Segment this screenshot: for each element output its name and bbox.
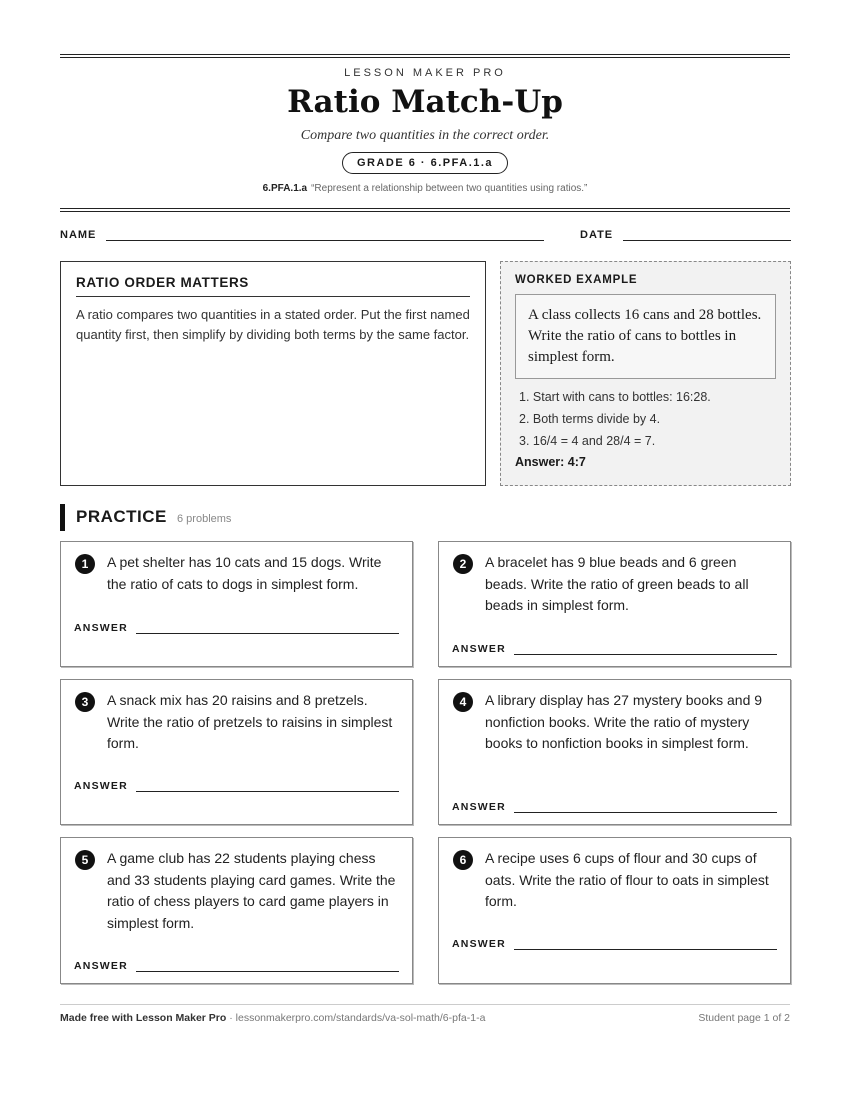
problem-text: A game club has 22 students playing chess and 33 students playing card games. Write the ratio of chess players to card game players in simplest form. <box>107 850 396 931</box>
answer-line[interactable] <box>136 962 399 972</box>
worked-example-answer: Answer: 4:7 <box>515 455 586 469</box>
problem-text: A library display has 27 mystery books and 9 nonfiction books. Write the ratio of mystery books to nonfiction books in simplest form. <box>485 692 763 751</box>
practice-title: PRACTICE <box>76 507 167 526</box>
header-bottom-rule <box>60 208 790 212</box>
name-field[interactable] <box>60 229 544 241</box>
problem-card-6 <box>438 837 791 984</box>
worked-example-box <box>500 261 791 486</box>
name-label: NAME <box>60 229 97 241</box>
footer-made-with: Made free with Lesson Maker Pro <box>60 1012 227 1024</box>
worked-example-heading: WORKED EXAMPLE <box>515 274 638 286</box>
problem-text: A pet shelter has 10 cats and 15 dogs. Write the ratio of cats to dogs in simplest form. <box>107 554 382 592</box>
worked-example-question: A class collects 16 cans and 28 bottles. Write the ratio of cans to bottles in simplest form. <box>515 294 776 379</box>
worked-example-steps <box>515 386 776 452</box>
answer-field[interactable] <box>74 622 399 634</box>
footer-credit <box>60 1012 485 1024</box>
grade-badge: GRADE 6 · 6.PFA.1.a <box>342 152 508 174</box>
answer-label: ANSWER <box>452 938 506 950</box>
answer-line[interactable] <box>514 940 777 950</box>
answer-field[interactable] <box>74 960 399 972</box>
footer-page-number: Student page 1 of 2 <box>698 1012 790 1024</box>
step-3: 3. 16/4 = 4 and 28/4 = 7. <box>519 434 656 448</box>
problem-text: A bracelet has 9 blue beads and 6 green beads. Write the ratio of green beads to all beads in simplest form. <box>485 554 749 613</box>
answer-field[interactable] <box>452 801 777 813</box>
problem-number: 2 <box>453 554 473 574</box>
answer-label: ANSWER <box>452 801 506 813</box>
problem-number: 4 <box>453 692 473 712</box>
problem-card-5 <box>60 837 413 984</box>
problem-card-2 <box>438 541 791 667</box>
practice-accent-bar <box>60 504 65 531</box>
brand-label: LESSON MAKER PRO <box>344 67 506 79</box>
problem-card-4 <box>438 679 791 825</box>
problem-number: 3 <box>75 692 95 712</box>
problem-text: A snack mix has 20 raisins and 8 pretzels. Write the ratio of pretzels to raisins in simplest form. <box>107 692 393 751</box>
problem-number: 1 <box>75 554 95 574</box>
answer-line[interactable] <box>514 645 777 655</box>
practice-count: 6 problems <box>177 513 232 525</box>
top-rule <box>60 54 790 58</box>
answer-line[interactable] <box>514 803 777 813</box>
answer-line[interactable] <box>136 624 399 634</box>
problem-card-1 <box>60 541 413 667</box>
page-subtitle: Compare two quantities in the correct order. <box>300 128 550 143</box>
footer-url[interactable]: · lessonmakerpro.com/standards/va-sol-math/6-pfa-1-a <box>226 1012 486 1024</box>
answer-field[interactable] <box>452 643 777 655</box>
info-heading: RATIO ORDER MATTERS <box>76 275 470 297</box>
info-box <box>60 261 486 486</box>
answer-field[interactable] <box>452 938 777 950</box>
answer-label: ANSWER <box>452 643 506 655</box>
date-field[interactable] <box>580 229 791 241</box>
answer-field[interactable] <box>74 780 399 792</box>
standard-code: 6.PFA.1.a <box>262 183 308 194</box>
step-1: 1. Start with cans to bottles: 16:28. <box>519 390 711 404</box>
date-label: DATE <box>580 229 614 241</box>
standard-text: “Represent a relationship between two quantities using ratios.” <box>311 183 588 194</box>
problem-number: 6 <box>453 850 473 870</box>
problem-card-3 <box>60 679 413 825</box>
answer-label: ANSWER <box>74 622 128 634</box>
date-line[interactable] <box>623 229 791 241</box>
answer-label: ANSWER <box>74 960 128 972</box>
name-line[interactable] <box>106 229 544 241</box>
standard-line <box>0 183 850 194</box>
footer-rule <box>60 1004 790 1005</box>
answer-label: ANSWER <box>74 780 128 792</box>
step-2: 2. Both terms divide by 4. <box>519 412 661 426</box>
problem-number: 5 <box>75 850 95 870</box>
answer-line[interactable] <box>136 782 399 792</box>
problem-text: A recipe uses 6 cups of flour and 30 cups of oats. Write the ratio of flour to oats in simplest form. <box>485 850 769 909</box>
info-text: A ratio compares two quantities in a stated order. Put the first named quantity first, then simplify by dividing both terms by the same factor. <box>76 307 470 342</box>
page-title: Ratio Match-Up <box>287 84 563 120</box>
